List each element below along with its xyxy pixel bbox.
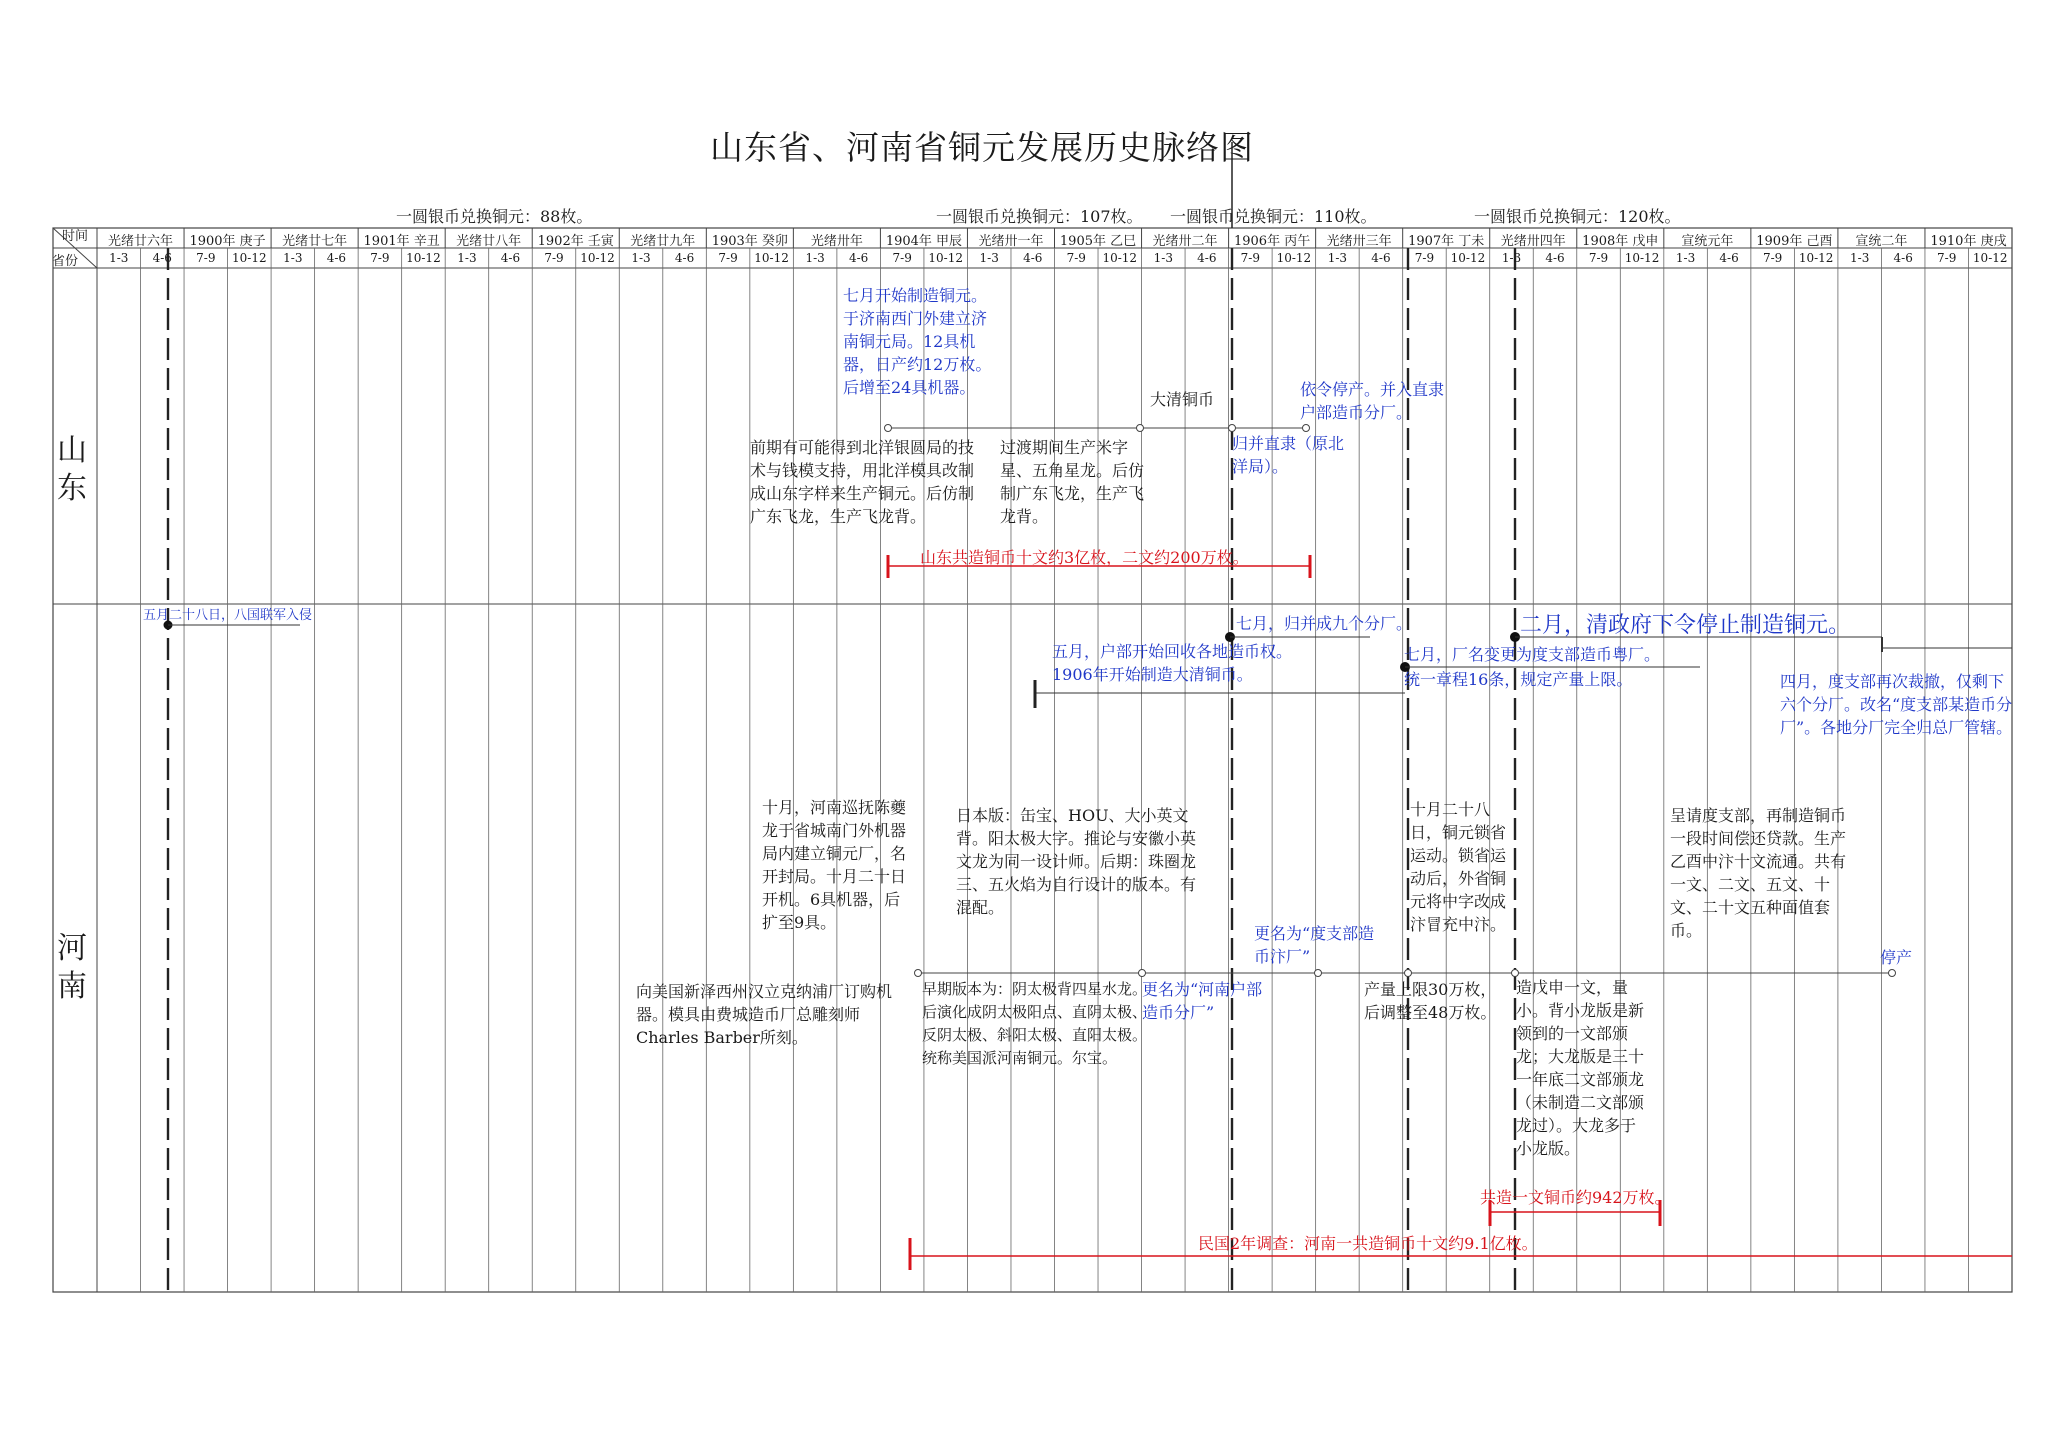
quarter-label: 1-3 [1153, 251, 1173, 265]
province-label-shandong: 山东 [57, 433, 87, 506]
quarter-label: 4-6 [152, 251, 172, 265]
year-label: 1909年 己酉 [1756, 234, 1833, 249]
note-rename-hubu: 更名为“河南户部造币分厂” [1142, 980, 1263, 1022]
note-rename-bian: 更名为“度支部造币汴厂” [1254, 924, 1375, 966]
year-label: 1901年 辛丑 [363, 234, 440, 249]
quarter-label: 4-6 [674, 251, 695, 265]
note-petition: 呈请度支部，再制造铜币一段时间偿还贷款。生产乙酉中汴十文流通。共有一文、二文、五文、十文、二十文五种面值套币。 [1670, 806, 1847, 940]
year-label: 1900年 庚子 [189, 234, 266, 249]
quarter-label: 10-12 [1972, 251, 2008, 265]
quarter-label: 1-3 [457, 251, 477, 265]
quarter-label: 1-3 [1327, 251, 1348, 265]
year-label: 光绪卅年 [810, 234, 863, 249]
note-jinan-mint: 七月开始制造铜元。于济南西门外建立济南铜元局。12具机器，日产约12万枚。后增至24具机器。 [843, 286, 992, 397]
quarter-label: 7-9 [1588, 251, 1609, 265]
header-time-label: 时间 [62, 229, 89, 244]
note-quota: 产量上限30万枚，后调整至48万枚。 [1364, 980, 1497, 1022]
quarter-label: 7-9 [1240, 251, 1260, 265]
note-wushen: 造戊申一文，量小。背小龙版是新领到的一文部颁龙；大龙版是三十一年底二文部颁龙（未制造二文部颁龙过）。大龙多于小龙版。 [1516, 978, 1645, 1158]
timeline-node [1315, 970, 1322, 977]
header-province-label: 省份 [52, 254, 79, 269]
note-chen-kuilong: 十月，河南巡抚陈夔龙于省城南门外机器局内建立铜元厂，名开封局。十月二十日开机。6具机器，后扩至9具。 [762, 798, 907, 932]
quarter-label: 1-3 [979, 251, 999, 265]
note-japan-version: 日本版：缶宝、HOU、大小英文背。阳太极大字。推论与安徽小英文龙为同一设计师。后期：珠圈龙三、五火焰为自行设计的版本。有混配。 [956, 806, 1197, 917]
quarter-label: 7-9 [1414, 251, 1435, 265]
province-label-henan: 河南 [57, 931, 87, 1004]
quarter-label: 1-3 [283, 251, 303, 265]
quarter-label: 4-6 [1371, 251, 1391, 265]
note-early-version: 早期版本为：阴太极背四星水龙。后演化成阴太极阳点、直阴太极、反阴太极、斜阳太极、直阳太极。统称美国派河南铜元。尔宝。 [922, 980, 1148, 1067]
exchange-rate-107: 一圆银币兑换铜元：107枚。 [936, 207, 1143, 226]
note-transition: 过渡期间生产米字星、五角星龙。后仿制广东飞龙，生产飞龙背。 [1000, 438, 1145, 526]
timeline-node [1303, 425, 1310, 432]
year-label: 光绪卅二年 [1152, 234, 1218, 249]
note-stop-production: 停产 [1880, 948, 1913, 967]
year-label: 光绪卅三年 [1326, 234, 1392, 249]
page-title: 山东省、河南省铜元发展历史脉络图 [710, 128, 1254, 167]
timeline-node [1405, 970, 1412, 977]
note-us-order: 向美国新泽西州汉立克纳浦厂订购机器。模具由费城造币厂总雕刻师Charles Barber所刻。 [636, 982, 893, 1047]
exchange-rate-88: 一圆银币兑换铜元：88枚。 [396, 207, 593, 226]
note-stop-merge: 依令停产。并入直隶户部造币分厂。 [1300, 380, 1445, 422]
note-shandong-total: 山东共造铜币十文约3亿枚，二文约200万枚。 [920, 548, 1249, 567]
quarter-label: 1-3 [631, 251, 651, 265]
year-label: 光绪廿九年 [630, 234, 696, 249]
note-unify-rules: 统一章程16条，规定产量上限。 [1404, 670, 1633, 689]
year-label: 宣统元年 [1681, 234, 1734, 249]
quarter-label: 4-6 [326, 251, 347, 265]
note-july-merge: 七月，归并成九个分厂。 [1236, 614, 1413, 633]
note-feb-stop: 二月，清政府下令停止制造铜元。 [1520, 613, 1851, 638]
quarter-label: 7-9 [718, 251, 738, 265]
year-label: 光绪卅四年 [1500, 234, 1566, 249]
year-label: 光绪卅一年 [978, 234, 1044, 249]
note-da-qing-coin: 大清铜币 [1150, 390, 1215, 409]
quarter-label: 10-12 [1276, 251, 1312, 265]
quarter-label: 7-9 [1762, 251, 1783, 265]
quarter-label: 7-9 [1066, 251, 1086, 265]
exchange-rate-120: 一圆银币兑换铜元：120枚。 [1474, 207, 1681, 226]
quarter-label: 7-9 [892, 251, 912, 265]
quarter-label: 4-6 [1545, 251, 1565, 265]
year-label: 1904年 甲辰 [885, 234, 963, 249]
quarter-label: 7-9 [370, 251, 390, 265]
year-label: 光绪廿七年 [282, 234, 348, 249]
quarter-label: 1-3 [1675, 251, 1696, 265]
quarter-label: 10-12 [1624, 251, 1660, 265]
year-label: 1907年 丁未 [1408, 234, 1485, 249]
quarter-label: 1-3 [805, 251, 825, 265]
quarter-label: 10-12 [754, 251, 789, 265]
year-label: 1902年 壬寅 [537, 234, 614, 249]
quarter-label: 7-9 [196, 251, 216, 265]
quarter-label: 10-12 [406, 251, 441, 265]
timeline-node [885, 425, 892, 432]
exchange-rate-110: 一圆银币兑换铜元：110枚。 [1170, 207, 1377, 226]
quarter-label: 1-3 [109, 251, 129, 265]
quarter-label: 4-6 [1893, 251, 1913, 265]
note-minguo-survey: 民国2年调查：河南一共造铜币十文约9.1亿枚。 [1198, 1234, 1538, 1253]
year-label: 光绪廿八年 [456, 234, 522, 249]
quarter-label: 4-6 [848, 251, 869, 265]
year-label: 1905年 乙巳 [1059, 234, 1137, 249]
quarter-label: 7-9 [544, 251, 564, 265]
quarter-label: 10-12 [232, 251, 267, 265]
quarter-label: 10-12 [580, 251, 615, 265]
note-oct28: 十月二十八日，铜元锁省运动。锁省运动后，外省铜元将中字改成汴冒充中汴。 [1410, 800, 1507, 934]
year-label: 1910年 庚戌 [1930, 234, 2007, 249]
timeline-node [1137, 425, 1144, 432]
note-allied-invasion: 五月二十八日，八国联军入侵 [143, 608, 313, 623]
quarter-label: 1-3 [1501, 251, 1522, 265]
quarter-label: 10-12 [1798, 251, 1834, 265]
timeline-node [1139, 970, 1146, 977]
year-label: 1906年 丙午 [1233, 234, 1311, 249]
quarter-label: 7-9 [1937, 251, 1957, 265]
note-merge-zhili: 归并直隶（原北洋局）。 [1232, 434, 1345, 476]
quarter-label: 10-12 [1450, 251, 1486, 265]
year-label: 宣统二年 [1855, 234, 1908, 249]
year-label: 1908年 戊申 [1582, 234, 1659, 249]
year-label: 光绪廿六年 [108, 234, 174, 249]
quarter-label: 1-3 [1850, 251, 1870, 265]
note-july-rename: 七月，厂名变更为度支部造币粤厂。 [1404, 645, 1661, 664]
quarter-label: 4-6 [1023, 251, 1043, 265]
table-frame [53, 228, 2012, 1292]
note-one-wen-total: 共造一文铜币约942万枚。 [1480, 1188, 1671, 1207]
timeline-node [915, 970, 922, 977]
note-early-period: 前期有可能得到北洋银圆局的技术与钱模支持，用北洋模具改制成山东字样来生产铜元。后仿制广东飞龙，生产飞龙背。 [750, 438, 975, 526]
quarter-label: 10-12 [1102, 251, 1138, 265]
quarter-label: 10-12 [928, 251, 963, 265]
note-april-cut: 四月，度支部再次裁撤，仅剩下六个分厂。改名“度支部某造币分厂”。各地分厂完全归总厂管辖。 [1780, 672, 2013, 737]
timeline-node [1229, 425, 1236, 432]
note-may-recall: 五月，户部开始回收各地造币权。1906年开始制造大清铜币。 [1052, 642, 1293, 684]
quarter-label: 4-6 [1197, 251, 1217, 265]
quarter-label: 4-6 [1719, 251, 1739, 265]
timeline-node [1889, 970, 1896, 977]
year-label: 1903年 癸卯 [711, 234, 788, 249]
quarter-label: 4-6 [500, 251, 521, 265]
